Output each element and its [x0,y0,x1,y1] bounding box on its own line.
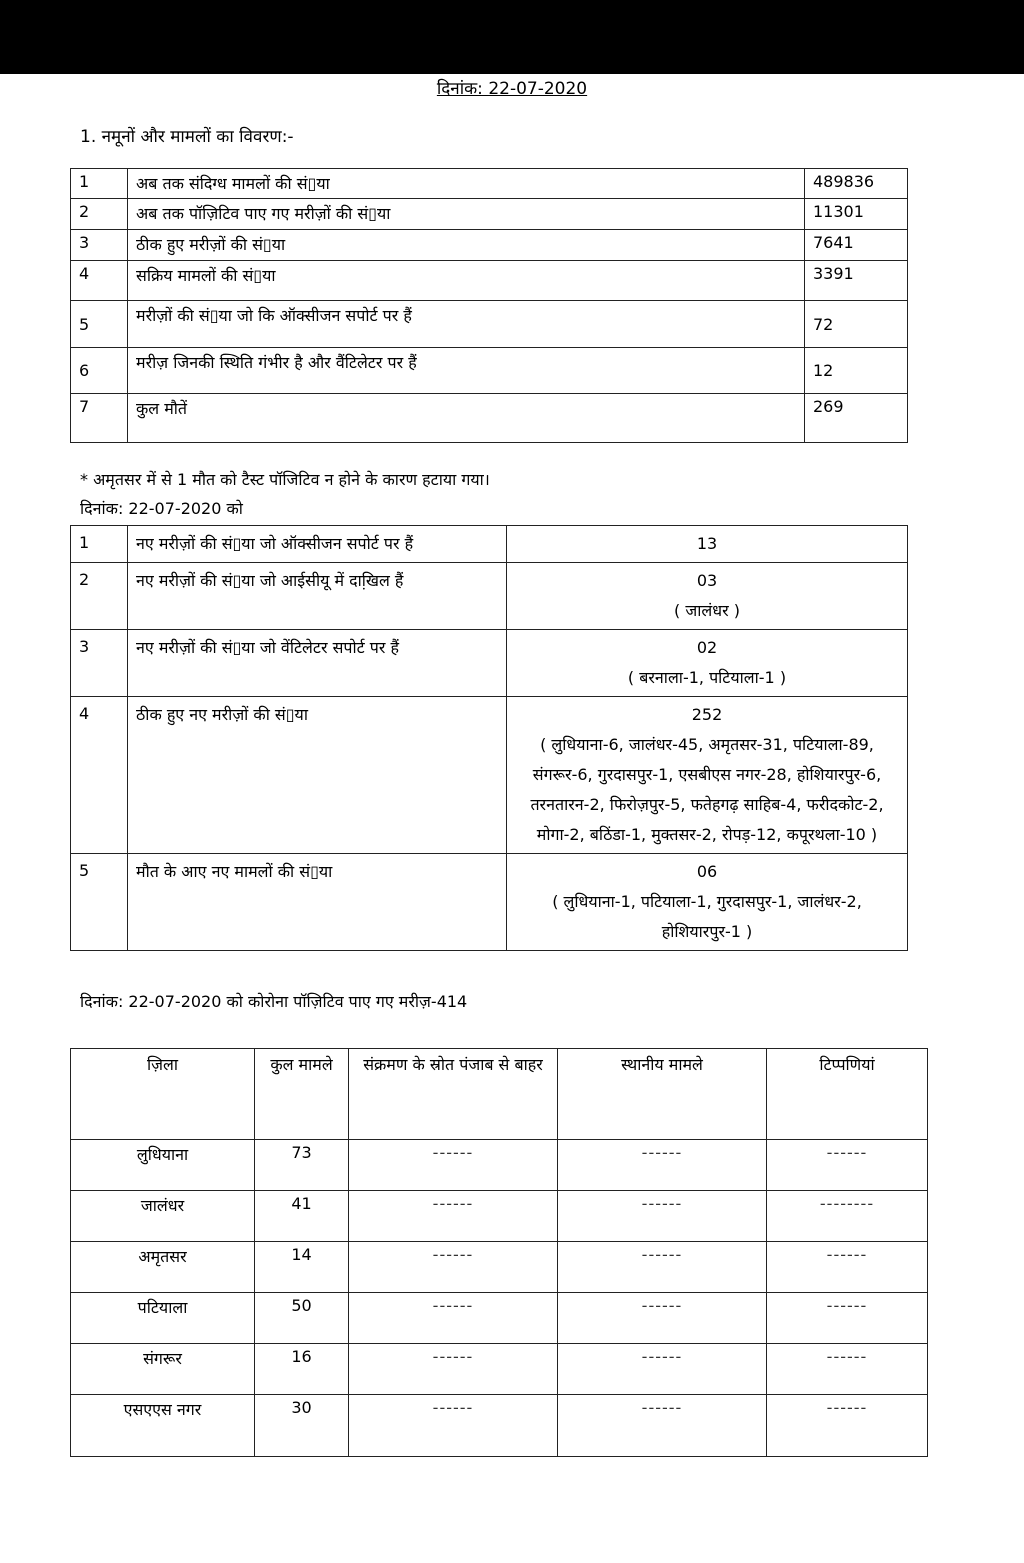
table-row [71,1242,928,1293]
table-row [71,1293,928,1344]
row-value-cell [507,563,908,630]
cell-total: 41 [255,1191,349,1242]
table-row [71,563,908,630]
cell-district: पटियाला [71,1293,255,1344]
row-label: कुल मौतें [128,394,805,443]
cell-remarks: ------ [767,1242,928,1293]
row-value: 03 [696,571,718,590]
cell-outside: ------ [349,1395,558,1457]
table-row [71,348,908,394]
date-heading: दिनांक: 22-07-2020 [436,79,588,99]
table-row [71,526,908,563]
day-heading: दिनांक: 22-07-2020 को [80,499,243,518]
row-value: 13 [696,534,718,553]
district-table [70,1048,928,1457]
cell-total: 30 [255,1395,349,1457]
cell-total: 50 [255,1293,349,1344]
row-number: 2 [71,563,128,630]
summary-table [70,168,908,443]
row-detail: ( लुधियाना-6, जालंधर-45, अमृतसर-31, पटियाला-89, संगरूर-6, गुरदासपुर-1, एसबीएस नगर-28, होशियारपुर-6, तरनतारन-2, फिरोज़पुर-5, फतेहगढ़ साहिब-4, फरीदकोट-2, मोगा-2, बठिंडा-1, मुक्तसर-2, रोपड़-12, कपूरथला-10 ) [530,735,884,844]
top-black-bar [0,0,1024,74]
header-district: ज़िला [71,1049,255,1140]
row-number: 4 [71,261,128,301]
row-value: 12 [805,348,908,394]
footnote: * अमृतसर में से 1 मौत को टैस्ट पॉजिटिव न होने के कारण हटाया गया। [80,470,490,489]
row-value: 7641 [805,230,908,261]
row-label: मौत के आए नए मामलों की सं▯या [128,854,507,951]
row-value: 06 [696,862,718,881]
positive-heading: दिनांक: 22-07-2020 को कोरोना पॉज़िटिव पाए गए मरीज़-414 [80,992,468,1011]
table-row [71,630,908,697]
row-value: 252 [691,705,723,724]
row-detail: ( लुधियाना-1, पटियाला-1, गुरदासपुर-1, जालंधर-2, होशियारपुर-1 ) [552,892,862,941]
table-row [71,199,908,230]
row-label: ठीक हुए मरीज़ों की सं▯या [128,230,805,261]
cell-remarks: -------- [767,1191,928,1242]
cell-local: ------ [558,1344,767,1395]
row-number: 4 [71,697,128,854]
row-label: नए मरीज़ों की सं▯या जो वेंटिलेटर सपोर्ट पर हैं [128,630,507,697]
cell-outside: ------ [349,1344,558,1395]
row-label: अब तक संदिग्ध मामलों की सं▯या [128,169,805,199]
row-number: 3 [71,230,128,261]
cell-remarks: ------ [767,1344,928,1395]
row-number: 2 [71,199,128,230]
table-row [71,261,908,301]
cell-district: जालंधर [71,1191,255,1242]
row-label: मरीज़ों की सं▯या जो कि ऑक्सीजन सपोर्ट पर हैं [128,301,805,348]
table-row [71,1395,928,1457]
row-value: 02 [696,638,718,657]
table-row [71,1191,928,1242]
table-header-row [71,1049,928,1140]
header-remarks: टिप्पणियां [767,1049,928,1140]
header-local: स्थानीय मामले [558,1049,767,1140]
table-row [71,301,908,348]
table-row [71,1344,928,1395]
row-value: 3391 [805,261,908,301]
table-row [71,169,908,199]
cell-district: लुधियाना [71,1140,255,1191]
row-label: ठीक हुए नए मरीज़ों की सं▯या [128,697,507,854]
cell-local: ------ [558,1395,767,1457]
cell-local: ------ [558,1140,767,1191]
header-outside-source: संक्रमण के स्रोत पंजाब से बाहर [349,1049,558,1140]
table-row [71,854,908,951]
row-value-cell [507,526,908,563]
row-value: 11301 [805,199,908,230]
cell-remarks: ------ [767,1293,928,1344]
row-number: 6 [71,348,128,394]
row-value: 72 [805,301,908,348]
cell-outside: ------ [349,1242,558,1293]
section1-title: 1. नमूनों और मामलों का विवरण:- [80,127,294,147]
row-value: 489836 [805,169,908,199]
row-detail: ( जालंधर ) [674,601,740,620]
row-label: सक्रिय मामलों की सं▯या [128,261,805,301]
row-value: 269 [805,394,908,443]
cell-outside: ------ [349,1293,558,1344]
cell-total: 14 [255,1242,349,1293]
row-label: नए मरीज़ों की सं▯या जो आईसीयू में दाखि़ल हैं [128,563,507,630]
header-total: कुल मामले [255,1049,349,1140]
cell-district: संगरूर [71,1344,255,1395]
row-label: अब तक पॉज़िटिव पाए गए मरीज़ों की सं▯या [128,199,805,230]
row-number: 3 [71,630,128,697]
table-row [71,394,908,443]
row-label: मरीज़ जिनकी स्थिति गंभीर है और वैंटिलेटर पर हैं [128,348,805,394]
row-label: नए मरीज़ों की सं▯या जो ऑक्सीजन सपोर्ट पर हैं [128,526,507,563]
row-number: 1 [71,526,128,563]
cell-local: ------ [558,1191,767,1242]
cell-total: 16 [255,1344,349,1395]
row-detail: ( बरनाला-1, पटियाला-1 ) [627,668,787,687]
cell-outside: ------ [349,1191,558,1242]
row-value-cell [507,630,908,697]
cell-remarks: ------ [767,1140,928,1191]
cell-local: ------ [558,1242,767,1293]
row-number: 5 [71,301,128,348]
table-row [71,1140,928,1191]
cell-local: ------ [558,1293,767,1344]
row-value-cell [507,854,908,951]
cell-district: अमृतसर [71,1242,255,1293]
cell-outside: ------ [349,1140,558,1191]
row-number: 5 [71,854,128,951]
row-number: 7 [71,394,128,443]
table-row [71,697,908,854]
row-number: 1 [71,169,128,199]
cell-district: एसएएस नगर [71,1395,255,1457]
row-value-cell [507,697,908,854]
cell-remarks: ------ [767,1395,928,1457]
cell-total: 73 [255,1140,349,1191]
daily-table [70,525,908,951]
table-row [71,230,908,261]
